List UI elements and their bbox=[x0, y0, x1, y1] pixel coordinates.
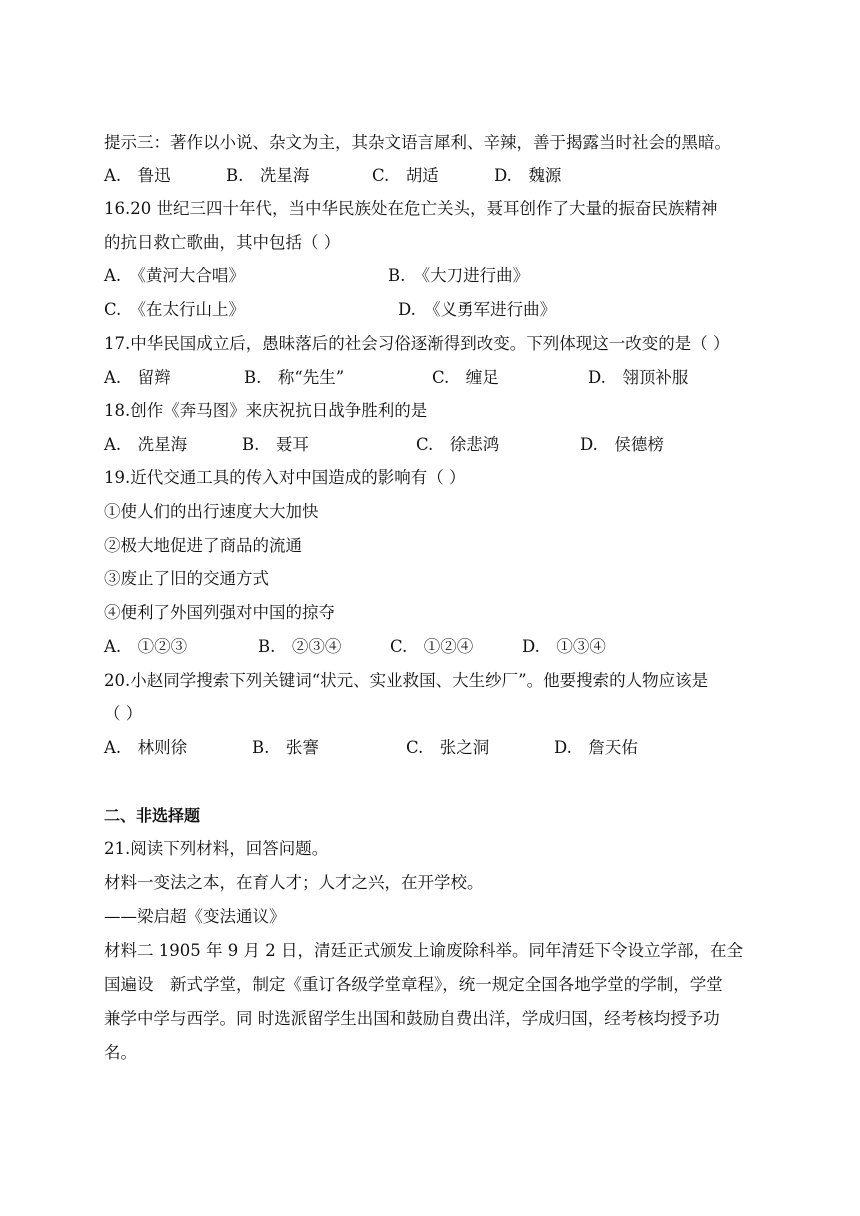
q21-material1: 材料一变法之本，在育人才；人才之兴，在开学校。 bbox=[104, 873, 484, 892]
q19-item-1: ①使人们的出行速度大大加快 bbox=[104, 502, 319, 521]
q21-stem: 21.阅读下列材料，回答问题。 bbox=[104, 839, 329, 858]
q17-option-d: D. 翎顶补服 bbox=[588, 368, 689, 387]
q20-option-b: B. 张謇 bbox=[252, 738, 319, 757]
q18-option-d: D. 侯德榜 bbox=[580, 435, 664, 454]
q19-option-d: D. ①③④ bbox=[522, 637, 606, 656]
q21-material2-line4: 名。 bbox=[104, 1043, 137, 1062]
q17-option-b: B. 称“先生” bbox=[244, 368, 345, 387]
q17-option-a: A. 留辫 bbox=[104, 368, 171, 387]
q20-stem-line1: 20.小赵同学搜索下列关键词“状元、实业救国、大生纱厂”。他要搜索的人物应该是 bbox=[104, 671, 709, 690]
q19-option-c: C. ①②④ bbox=[390, 637, 474, 656]
q15-option-b: B. 冼星海 bbox=[226, 166, 310, 185]
q20-option-d: D. 詹天佑 bbox=[554, 738, 638, 757]
q16-option-b: B. 《大刀进行曲》 bbox=[388, 266, 530, 285]
q18-stem: 18.创作《奔马图》来庆祝抗日战争胜利的是 bbox=[104, 401, 428, 420]
q16-stem-line2: 的抗日救亡歌曲，其中包括（ ） bbox=[104, 233, 341, 252]
q20-option-a: A. 林则徐 bbox=[104, 738, 188, 757]
q15-option-c: C. 胡适 bbox=[372, 166, 439, 185]
q18-option-a: A. 冼星海 bbox=[104, 435, 188, 454]
q20-stem-line2: （ ） bbox=[104, 704, 143, 723]
q17-stem: 17.中华民国成立后，愚昧落后的社会习俗逐渐得到改变。下列体现这一改变的是（ ） bbox=[104, 334, 730, 353]
q21-material2-line1: 材料二 1905 年 9 月 2 日，清廷正式颁发上谕废除科举。同年清廷下令设立学部，在全 bbox=[104, 941, 743, 960]
q21-source1: ——梁启超《变法通议》 bbox=[104, 907, 286, 926]
q19-option-b: B. ②③④ bbox=[258, 637, 342, 656]
q16-option-c: C. 《在太行山上》 bbox=[104, 300, 246, 319]
q17-option-c: C. 缠足 bbox=[432, 368, 499, 387]
q16-option-d: D. 《义勇军进行曲》 bbox=[398, 300, 557, 319]
hint-three: 提示三：著作以小说、杂文为主，其杂文语言犀利、辛辣，善于揭露当时社会的黑暗。 bbox=[104, 133, 731, 152]
q19-option-a: A. ①②③ bbox=[104, 637, 188, 656]
q19-item-3: ③废止了旧的交通方式 bbox=[104, 569, 269, 588]
q15-option-d: D. 魏源 bbox=[494, 166, 562, 185]
q21-material2-line2: 国遍设 新式学堂，制定《重订各级学堂章程》，统一规定全国各地学堂的学制，学堂 bbox=[104, 975, 723, 994]
q20-option-c: C. 张之洞 bbox=[406, 738, 490, 757]
section-title-nonchoice: 二、非选择题 bbox=[104, 806, 201, 825]
q16-option-a: A. 《黄河大合唱》 bbox=[104, 266, 245, 285]
q18-option-c: C. 徐悲鸿 bbox=[416, 435, 500, 454]
q15-option-a: A. 鲁迅 bbox=[104, 166, 171, 185]
q18-option-b: B. 聂耳 bbox=[242, 435, 309, 454]
q16-stem-line1: 16.20 世纪三四十年代，当中华民族处在危亡关头，聂耳创作了大量的振奋民族精神 bbox=[104, 199, 718, 218]
q19-stem: 19.近代交通工具的传入对中国造成的影响有（ ） bbox=[104, 468, 466, 487]
q19-item-4: ④便利了外国列强对中国的掠夺 bbox=[104, 603, 335, 622]
q19-item-2: ②极大地促进了商品的流通 bbox=[104, 536, 302, 555]
q21-material2-line3: 兼学中学与西学。同 时选派留学生出国和鼓励自费出洋，学成归国，经考核均授予功 bbox=[104, 1009, 720, 1028]
